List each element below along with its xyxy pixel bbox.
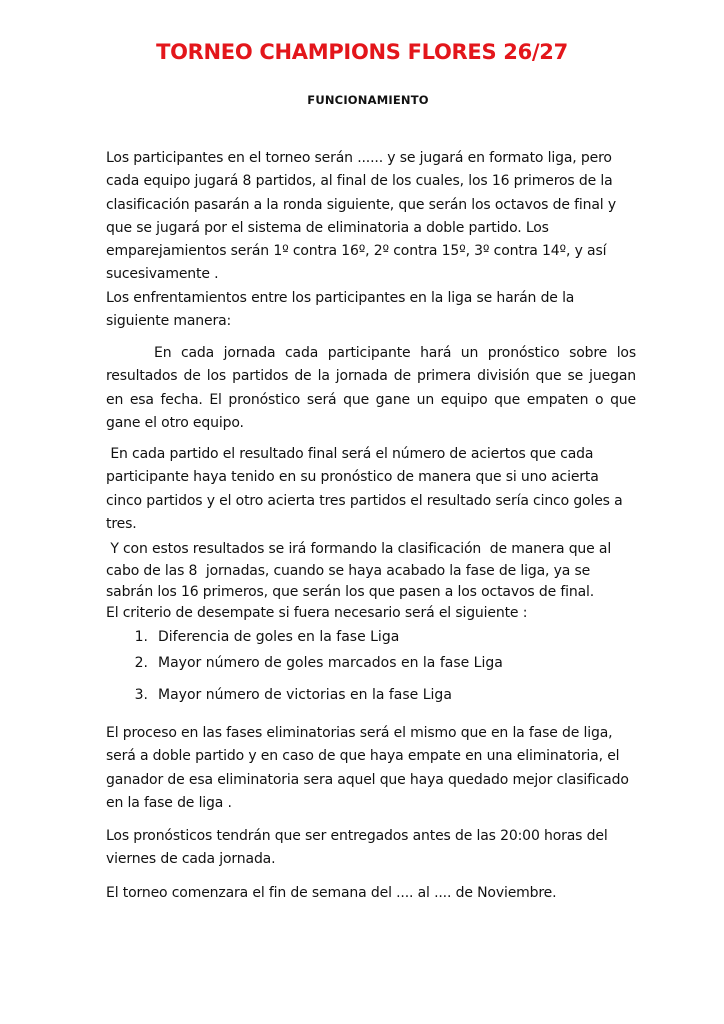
list-item-number: 1. — [134, 629, 148, 645]
list-item — [106, 687, 452, 703]
list-item-text: Diferencia de goles en la fase Liga — [158, 629, 400, 645]
list-item-number: 3. — [134, 687, 148, 703]
paragraph-deadline: Los pronósticos tendrán que ser entregados antes de las 20:00 horas del viernes de cada jornada. — [106, 828, 608, 868]
list-item-text: Mayor número de goles marcados en la fase Liga — [158, 655, 503, 671]
paragraph-matchups: Los enfrentamientos entre los participantes en la liga se harán de la siguiente manera: — [106, 290, 575, 330]
document-title: TORNEO CHAMPIONS FLORES 26/27 — [156, 40, 568, 64]
paragraph-tiebreak-intro: El criterio de desempate si fuera necesario será el siguiente : — [106, 605, 528, 621]
document-subtitle: FUNCIONAMIENTO — [307, 93, 429, 107]
list-item-number: 2. — [134, 655, 148, 671]
paragraph-prediction: En cada jornada cada participante hará un pronóstico sobre los resultados de los partidos de la jornada de primera división que se juegan en esa fecha. El pronóstico será que gane un equipo que empaten o que gane el otro equipo. — [106, 345, 636, 431]
paragraph-result: En cada partido el resultado final será el número de aciertos que cada participante haya tenido en su pronóstico de manera que si uno acierta cinco partidos y el otro acierta tres partidos el resultado sería cinco goles a tres. — [106, 446, 627, 532]
paragraph-start-date: El torneo comenzara el fin de semana del .... al .... de Noviembre. — [106, 885, 557, 901]
list-item — [106, 655, 503, 671]
paragraph-knockout: El proceso en las fases eliminatorias será el mismo que en la fase de liga, será a doble partido y en caso de que haya empate en una eliminatoria, el ganador de esa eliminatoria sera aquel que haya quedado mejor clasificado en la fase de liga . — [106, 725, 629, 811]
list-item-text: Mayor número de victorias en la fase Liga — [158, 687, 452, 703]
list-item — [106, 629, 399, 645]
paragraph-standings: Y con estos resultados se irá formando la clasificación de manera que al cabo de las 8 jornadas, cuando se haya acabado la fase de liga, ya se sabrán los 16 primeros, que serán los que pasen a los octavos de final. — [106, 541, 616, 600]
paragraph-participants: Los participantes en el torneo serán ...... y se jugará en formato liga, pero cada equipo jugará 8 partidos, al final de los cuales, los 16 primeros de la clasificación pasarán a la ronda siguiente, que serán los octavos de final y que se jugará por el sistema de eliminatoria a doble partido. Los emparejamientos serán 1º contra 16º, 2º contra 15º, 3º contra 14º, y así sucesivamente . — [106, 150, 616, 283]
